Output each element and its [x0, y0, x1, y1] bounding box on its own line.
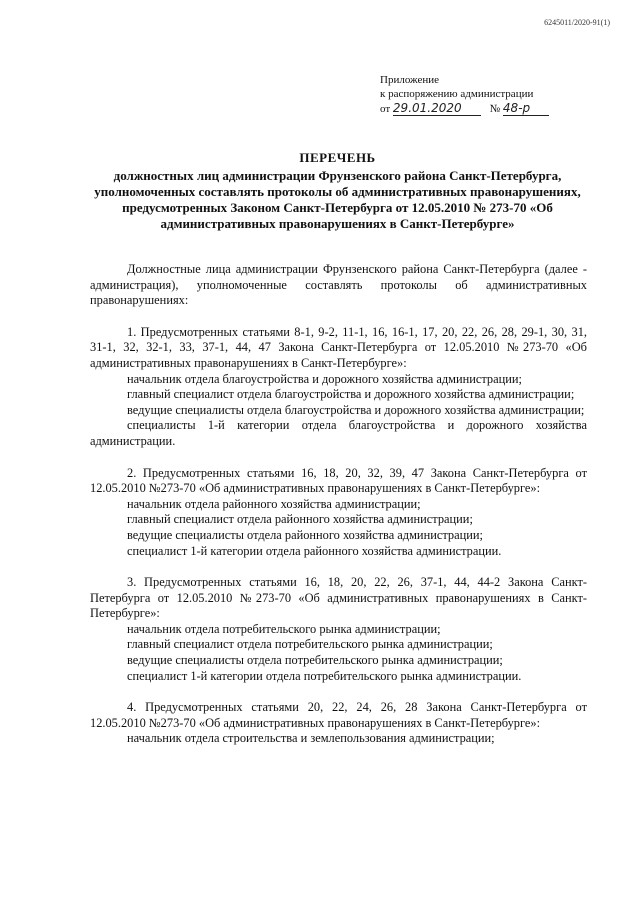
title-subtitle: должностных лиц администрации Фрунзенского района Санкт-Петербурга, уполномоченных составлять протоколы об административных правонарушениях, предусмотренных Законом Санкт-Петербурга от 12.05.2010 № 273-70 «Об административных правонарушениях в Санкт-Петербурге»	[94, 168, 581, 231]
handwritten-date: 29.01.2020	[393, 101, 481, 116]
appendix-line1: Приложение	[380, 74, 440, 86]
role-item: специалист 1-й категории отдела районного хозяйства администрации.	[127, 543, 502, 558]
document-body	[90, 262, 587, 747]
role-item: главный специалист отдела районного хозяйства администрации;	[127, 512, 473, 527]
section-3	[90, 575, 587, 684]
section-4	[90, 700, 587, 747]
appendix-block	[380, 73, 549, 116]
number-label: №	[489, 103, 501, 115]
section-heading: 2. Предусмотренных статьями 16, 18, 20, 32, 39, 47 Закона Санкт-Петербурга от 12.05.2010 №273-70 «Об административных правонарушениях в Санкт-Петербурге»:	[90, 465, 587, 496]
role-item: ведущие специалисты отдела благоустройства и дорожного хозяйства администрации;	[127, 402, 585, 417]
role-item: начальник отдела строительства и землепользования администрации;	[127, 731, 495, 746]
role-item: начальник отдела потребительского рынка администрации;	[127, 621, 441, 636]
role-item: начальник отдела благоустройства и дорожного хозяйства администрации;	[127, 371, 522, 386]
role-item: ведущие специалисты отдела районного хозяйства администрации;	[127, 527, 483, 542]
role-item: начальник отдела районного хозяйства администрации;	[127, 496, 421, 511]
title-heading: ПЕРЕЧЕНЬ	[299, 150, 376, 165]
section-2	[90, 466, 587, 560]
section-heading: 1. Предусмотренных статьями 8-1, 9-2, 11-1, 16, 16-1, 17, 20, 22, 26, 28, 29-1, 30, 31, 31-1, 32, 32-1, 33, 37-1, 44, 47 Закона Санкт-Петербурга от 12.05.2010 №273-70 «Об административных правонарушениях в Санкт-Петербурге»:	[90, 324, 587, 370]
appendix-date-row	[380, 101, 549, 116]
section-heading: 4. Предусмотренных статьями 20, 22, 24, 26, 28 Закона Санкт-Петербурга от 12.05.2010 №273-70 «Об административных правонарушениях в Санкт-Петербурге»:	[90, 700, 587, 730]
role-item: главный специалист отдела благоустройства и дорожного хозяйства администрации;	[127, 387, 575, 402]
role-item: специалист 1-й категории отдела потребительского рынка администрации.	[127, 668, 522, 683]
role-item: главный специалист отдела потребительского рынка администрации;	[127, 637, 493, 652]
document-number: 6245011/2020-91(1)	[544, 18, 610, 27]
handwritten-number: 48-р	[503, 101, 549, 116]
section-1	[90, 325, 587, 450]
document-title	[90, 150, 585, 232]
role-item: ведущие специалисты отдела потребительского рынка администрации;	[127, 653, 503, 668]
intro-paragraph: Должностные лица администрации Фрунзенского района Санкт-Петербурга (далее - администрация), уполномоченные составлять протоколы об административных правонарушениях:	[90, 262, 587, 308]
role-item: специалисты 1-й категории отдела благоустройства и дорожного хозяйства администрации.	[90, 418, 587, 448]
from-label: от	[380, 103, 391, 115]
appendix-line2: к распоряжению администрации	[380, 88, 534, 100]
section-heading: 3. Предусмотренных статьями 16, 18, 20, 22, 26, 37-1, 44, 44-2 Закона Санкт-Петербурга от 12.05.2010 №273-70 «Об административных правонарушениях в Санкт-Петербурге»:	[90, 575, 587, 621]
